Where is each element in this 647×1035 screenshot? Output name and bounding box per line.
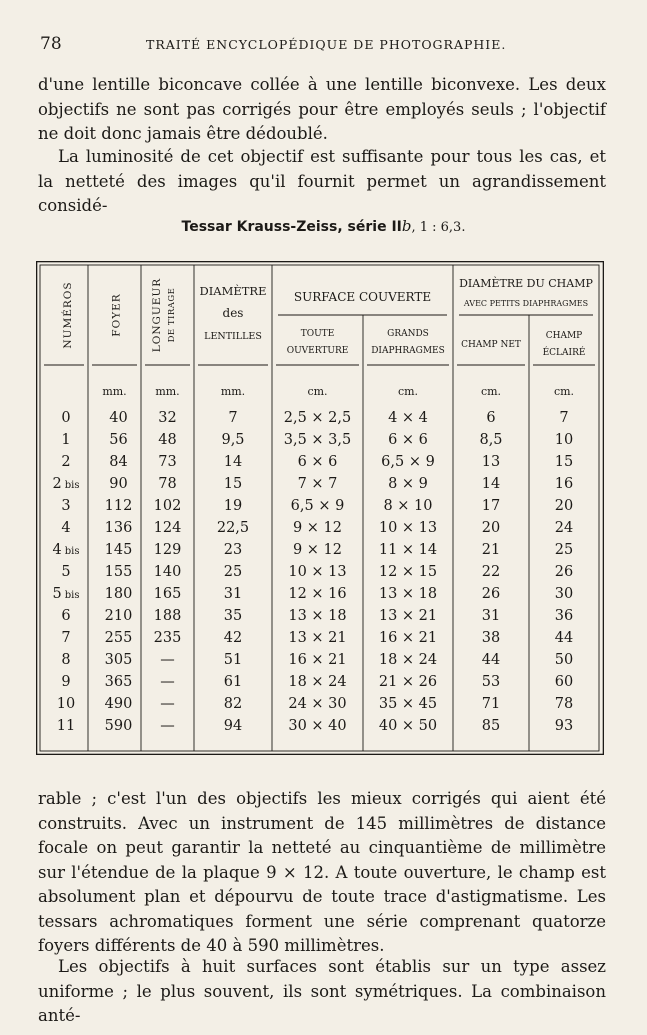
table-cell: 102	[153, 498, 182, 514]
table-title-aperture: , 1 : 6,3.	[411, 220, 466, 235]
table-cell: 16 × 21	[378, 630, 438, 646]
table-cell: 73	[158, 454, 177, 470]
table-cell: 10	[554, 432, 574, 448]
table-cell: 13 × 21	[288, 630, 347, 646]
cell-numero: 5 bis	[52, 586, 80, 602]
table-cell: 60	[554, 674, 574, 690]
table-title	[0, 217, 647, 235]
table-cell: 10 × 13	[288, 564, 347, 580]
paragraph-1: d'une lentille biconcave collée à une lentille biconvexe. Les deux objectifs ne sont pas corrigés pour être employés seuls ; l'objectif ne doit donc jamais être dédoublé.	[38, 75, 606, 143]
table-cell: 20	[481, 520, 501, 536]
table-cell: 30 × 40	[288, 718, 347, 734]
table-cell: 8,5	[479, 432, 503, 448]
table-cell: 305	[104, 652, 133, 668]
table-cell: 23	[223, 542, 243, 558]
header-des: des	[222, 306, 244, 320]
cell-numero: 3	[61, 498, 71, 514]
table-cell: 15	[223, 476, 243, 492]
unit-label: mm.	[220, 385, 246, 398]
table-cell: 32	[158, 410, 177, 426]
table-cell: 25	[554, 542, 574, 558]
table-cell: 19	[223, 498, 243, 514]
table-cell: 48	[158, 432, 177, 448]
table-cell: 4 × 4	[388, 410, 428, 426]
cell-numero: 5	[61, 564, 71, 580]
cell-numero: 11	[56, 718, 76, 734]
paragraph-4: Les objectifs à huit surfaces sont établis sur un type assez uniforme ; le plus souvent, ils sont symétriques. La combinaison anté-	[38, 957, 606, 1025]
table-cell: 13	[481, 454, 501, 470]
cell-numero: 10	[56, 696, 76, 712]
table-cell: 6,5 × 9	[290, 498, 345, 514]
cell-numero: 4	[61, 520, 71, 536]
table-cell: 490	[104, 696, 133, 712]
table-cell: 235	[153, 630, 182, 646]
table-cell: 24	[554, 520, 574, 536]
header-avec-petits: AVEC PETITS DIAPHRAGMES	[463, 299, 589, 308]
table-cell: 16 × 21	[288, 652, 347, 668]
table-cell: 9 × 12	[292, 520, 343, 536]
table-cell: 6 × 6	[388, 432, 428, 448]
table-cell: 90	[109, 476, 128, 492]
header-surface-couverte: SURFACE COUVERTE	[293, 290, 432, 304]
table-cell: 21 × 26	[378, 674, 438, 690]
paragraph-2: La luminosité de cet objectif est suffisante pour tous les cas, et la netteté des images qu'il fournit permet un agrandissement considé-	[38, 147, 606, 215]
table-cell: 22,5	[216, 520, 250, 536]
table-cell: 210	[104, 608, 133, 624]
table-cell: —	[160, 674, 175, 690]
table-cell: 40 × 50	[378, 718, 438, 734]
unit-label: cm.	[553, 385, 575, 398]
table-cell: 82	[223, 696, 243, 712]
cell-numero: 8	[61, 652, 71, 668]
table-cell: 50	[554, 652, 574, 668]
header-eclaire: ÉCLAIRÉ	[542, 348, 586, 358]
table-cell: 155	[104, 564, 133, 580]
table-cell: 3,5 × 3,5	[283, 432, 352, 448]
table-cell: 14	[223, 454, 243, 470]
unit-label: mm.	[155, 385, 180, 398]
table-cell: 12 × 16	[288, 586, 347, 602]
header-grands: GRANDS	[387, 329, 429, 339]
cell-numero: 2 bis	[52, 476, 80, 492]
table-cell: 78	[554, 696, 574, 712]
table-cell: 13 × 18	[378, 586, 438, 602]
cell-numero: 2	[61, 454, 71, 470]
table-cell: 78	[158, 476, 177, 492]
table-cell: 35 × 45	[378, 696, 438, 712]
header-foyer: FOYER	[110, 293, 123, 337]
table-cell: 8 × 9	[388, 476, 428, 492]
unit-label: cm.	[397, 385, 419, 398]
table-cell: 136	[104, 520, 133, 536]
unit-label: mm.	[102, 385, 127, 398]
table-cell: 14	[481, 476, 501, 492]
header-ouverture: OUVERTURE	[286, 346, 349, 356]
table-cell: 44	[554, 630, 574, 646]
table-cell: 129	[153, 542, 182, 558]
cell-numero: 4 bis	[52, 542, 80, 558]
header-diaphragmes: DIAPHRAGMES	[371, 346, 445, 356]
header-numeros: NUMÉROS	[62, 281, 74, 349]
table-cell: 188	[153, 608, 182, 624]
running-title: TRAITÉ ENCYCLOPÉDIQUE DE PHOTOGRAPHIE.	[146, 37, 507, 52]
table-cell: 124	[153, 520, 182, 536]
table-cell: 112	[104, 498, 133, 514]
table-cell: 9 × 12	[292, 542, 343, 558]
table-cell: 38	[481, 630, 501, 646]
header-toute: TOUTE	[300, 329, 335, 339]
table-cell: 26	[481, 586, 501, 602]
table-cell: 16	[554, 476, 574, 492]
table-cell: 7	[559, 410, 569, 426]
table-cell: 31	[481, 608, 501, 624]
header-champ: CHAMP	[545, 331, 583, 341]
cell-numero: 0	[61, 410, 71, 426]
table-cell: 18 × 24	[288, 674, 347, 690]
table-cell: 365	[104, 674, 133, 690]
table-cell: 36	[554, 608, 574, 624]
table-cell: 13 × 21	[378, 608, 438, 624]
table-cell: 94	[223, 718, 243, 734]
table-cell: 25	[223, 564, 243, 580]
unit-label: cm.	[480, 385, 502, 398]
header-longueur: LONGUEUR	[151, 277, 163, 353]
table-cell: 12 × 15	[378, 564, 438, 580]
table-cell: 11 × 14	[378, 542, 438, 558]
table-cell: 6 × 6	[297, 454, 338, 470]
table-cell: 61	[223, 674, 243, 690]
table-cell: 85	[481, 718, 501, 734]
table-cell: 8 × 10	[383, 498, 433, 514]
table-cell: 2,5 × 2,5	[283, 410, 352, 426]
table-cell: 10 × 13	[378, 520, 438, 536]
table-cell: 93	[554, 718, 574, 734]
table-cell: —	[160, 718, 175, 734]
table-cell: —	[160, 696, 175, 712]
header-diametre-champ: DIAMÈTRE DU CHAMP	[459, 277, 593, 290]
lens-table-drawing	[36, 261, 604, 755]
table-cell: 53	[481, 674, 501, 690]
table-cell: 21	[481, 542, 501, 558]
lens-table	[36, 261, 604, 755]
cell-numero: 6	[61, 608, 71, 624]
table-cell: 6	[486, 410, 496, 426]
table-cell: 20	[554, 498, 574, 514]
table-cell: 42	[223, 630, 243, 646]
header-champ-net: CHAMP NET	[461, 340, 521, 350]
table-cell: 7	[228, 410, 238, 426]
table-cell: 590	[104, 718, 133, 734]
table-cell: 13 × 18	[288, 608, 347, 624]
table-cell: —	[160, 652, 175, 668]
unit-label: cm.	[307, 385, 328, 398]
table-cell: 31	[223, 586, 243, 602]
table-cell: 22	[481, 564, 501, 580]
table-cell: 9,5	[221, 432, 245, 448]
table-cell: 180	[104, 586, 133, 602]
header-de-tirage: DE TIRAGE	[167, 287, 177, 343]
table-cell: 71	[481, 696, 501, 712]
table-title-series: b	[401, 217, 412, 235]
cell-numero: 7	[61, 630, 71, 646]
cell-numero: 9	[61, 674, 71, 690]
table-cell: 24 × 30	[288, 696, 347, 712]
table-cell: 18 × 24	[378, 652, 438, 668]
header-lentilles: LENTILLES	[204, 331, 262, 342]
page-number: 78	[40, 34, 62, 54]
table-cell: 44	[481, 652, 501, 668]
table-cell: 17	[481, 498, 501, 514]
table-title-main: Tessar Krauss-Zeiss, série II	[181, 219, 402, 235]
table-cell: 26	[554, 564, 574, 580]
table-cell: 165	[153, 586, 182, 602]
page-header	[40, 34, 600, 56]
table-cell: 84	[109, 454, 128, 470]
table-cell: 30	[554, 586, 574, 602]
table-cell: 35	[223, 608, 243, 624]
table-cell: 40	[109, 410, 128, 426]
table-cell: 7 × 7	[297, 476, 338, 492]
table-cell: 15	[554, 454, 574, 470]
table-cell: 140	[153, 564, 182, 580]
header-diametre: DIAMÈTRE	[199, 284, 267, 298]
table-cell: 255	[104, 630, 133, 646]
table-cell: 51	[223, 652, 243, 668]
cell-numero: 1	[61, 432, 71, 448]
table-cell: 145	[104, 542, 133, 558]
table-cell: 6,5 × 9	[381, 454, 435, 470]
table-cell: 56	[109, 432, 128, 448]
paragraph-3: rable ; c'est l'un des objectifs les mieux corrigés qui aient été construits. Avec un instrument de 145 millimètres de distance focale on peut garantir la netteté au cinquantième de millimètre sur l'étendue de la plaque 9 × 12. A toute ouverture, le champ est absolument plan et dépourvu de toute trace d'astigmatisme. Les tessars achromatiques forment une série comprenant quatorze foyers différents de 40 à 590 millimètres.	[38, 789, 606, 955]
